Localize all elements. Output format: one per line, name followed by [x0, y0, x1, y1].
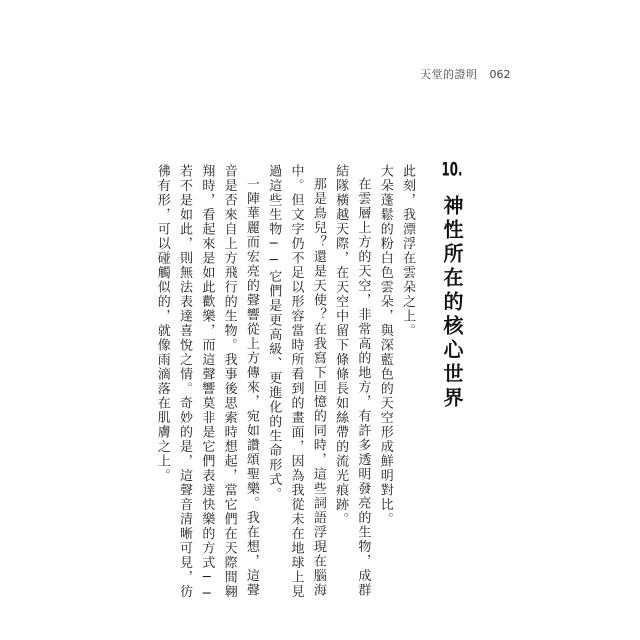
chapter-title: 神性所在的核心世界 — [440, 194, 464, 411]
body-text — [150, 164, 418, 604]
paragraph: 那是鳥兒？還是天使？在我寫下回憶的同時，這些詞語浮現在腦海中。但文字仍不足以形容當時所看到的畫面，因為我從未在地球上見過這些生物──它們是更高級、更進化的生命形式。 — [266, 164, 326, 599]
book-title: 天堂的證明 — [420, 68, 478, 81]
chapter-number: 10. — [441, 160, 463, 179]
paragraph: 此刻，我漂浮在雲朵之上。 — [400, 164, 415, 338]
paragraph: 一陣華麗而宏亮的聲響從上方傳來，宛如讚頌聖樂。我在想，這聲音是否來自上方飛行的生物。我事後思索時想起，當它們在天際間翱翔時，看起來是如此歡樂，而這聲響莫非是它們表達快樂的方式──若不是如此，則無法表達喜悅之情。奇妙的是，這聲音清晰可見，彷彿有形，可以碰觸似的，就像雨滴落在肌膚之上。 — [154, 164, 259, 603]
paragraph: 在雲層上方的天空，非常高的地方，有許多透明發亮的生物，成群結隊橫越天際，在天空中留下條條長如絲帶的流光痕跡。 — [333, 164, 371, 598]
chapter-heading — [438, 160, 467, 411]
running-header — [420, 66, 520, 82]
page-number: 062 — [489, 67, 511, 81]
paragraph: 大朵蓬鬆的粉白色雲朵，與深藍色的天空形成鮮明對比。 — [377, 164, 393, 527]
